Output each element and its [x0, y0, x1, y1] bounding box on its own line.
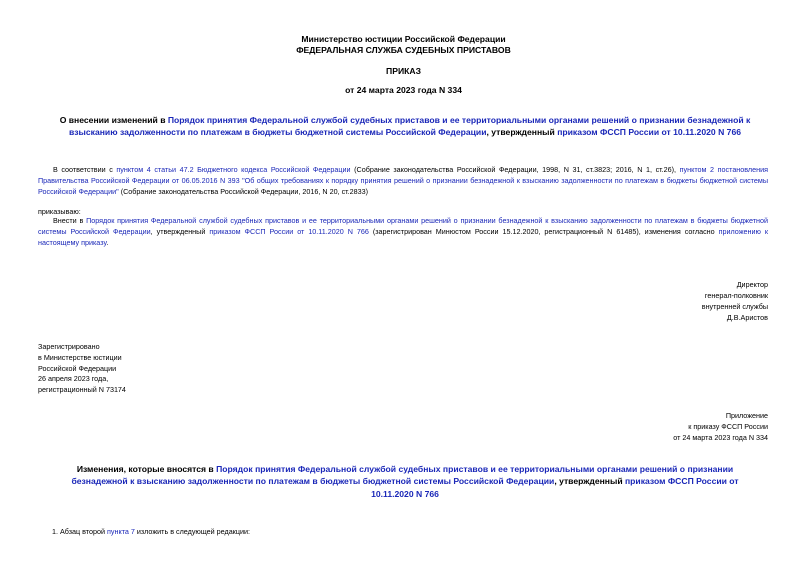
- item1-order-766-link[interactable]: приказом ФССП России от 10.11.2020 N 766: [209, 226, 369, 236]
- amendment-1-prefix: 1. Абзац второй: [52, 527, 108, 536]
- order-title-middle: , утвержденный: [486, 127, 558, 138]
- registration-line-2: в Министерстве юстиции: [38, 352, 122, 362]
- changes-title-middle: , утвержденный: [554, 476, 625, 487]
- registration-line-3: Российской Федерации: [38, 363, 117, 373]
- header-service: ФЕДЕРАЛЬНАЯ СЛУЖБА СУДЕБНЫХ ПРИСТАВОВ: [296, 45, 511, 55]
- order-766-link[interactable]: приказом ФССП России от 10.11.2020 N 766: [557, 127, 741, 138]
- appendix-order-ref: к приказу ФССП России: [688, 421, 768, 431]
- decree-word: приказываю:: [38, 207, 81, 216]
- appendix-block: [560, 411, 768, 443]
- item1-paragraph: [38, 216, 768, 248]
- signature-service: внутренней службы: [701, 302, 768, 312]
- item1-middle: , утвержденный: [150, 226, 210, 236]
- header-ministry: Министерство юстиции Российской Федерации: [301, 34, 506, 44]
- changes-order-766-link[interactable]: приказом ФССП России от 10.11.2020 N 766: [371, 476, 739, 499]
- order-label: ПРИКАЗ: [386, 66, 421, 76]
- item1-suffix: .: [106, 237, 109, 247]
- budget-code-link[interactable]: пунктом 4 статьи 47.2 Бюджетного кодекса Российской Федерации: [116, 165, 351, 174]
- amendment-1-suffix: изложить в следующей редакции:: [134, 527, 250, 536]
- signature-block: [600, 279, 768, 324]
- item1-text: (зарегистрирован Минюстом России 15.12.2020, регистрационный N 61485), изменения согласно: [368, 226, 719, 236]
- registration-number: регистрационный N 73174: [38, 385, 126, 395]
- item1-prefix: Внести в: [53, 216, 87, 225]
- changes-title: [55, 463, 755, 500]
- basis-text-2: (Собрание законодательства Российской Федерации, 2016, N 20, ст.2833): [118, 186, 369, 196]
- amendment-item-1: [52, 527, 250, 538]
- order-title: [45, 114, 765, 139]
- basis-prefix: В соответствии с: [53, 165, 117, 174]
- appendix-label: Приложение: [725, 411, 768, 420]
- order-title-prefix: О внесении изменений в: [59, 115, 168, 125]
- procedure-link[interactable]: Порядок принятия Федеральной службой судебных приставов и ее территориальными органами решений о признании безнадежной к взысканию задолженности по платежам в бюджеты бюджетной системы Российской Федерации: [68, 115, 751, 138]
- appendix-date: от 24 марта 2023 года N 334: [673, 432, 768, 442]
- signature-position: Директор: [736, 280, 768, 289]
- government-resolution-link[interactable]: пунктом 2 постановления Правительства Российской Федерации от 06.05.2016 N 393 "Об общих требованиях к порядку принятия решений о признании безнадежной к взысканию задолженности по платежам в бюджеты бюджетной системы Российской Федерации": [38, 165, 768, 196]
- changes-title-prefix: Изменения, которые вносятся в: [76, 464, 217, 474]
- registration-date: 26 апреля 2023 года,: [38, 374, 109, 384]
- changes-procedure-link[interactable]: Порядок принятия Федеральной службой судебных приставов и ее территориальными органами решений о признании безнадежной к взысканию задолженности по платежам в бюджеты бюджетной системы Российской Федерации: [71, 464, 734, 487]
- registration-line-1: Зарегистрировано: [38, 342, 100, 351]
- order-date: от 24 марта 2023 года N 334: [345, 85, 462, 95]
- registration-block: [38, 342, 238, 396]
- appendix-link[interactable]: приложению к настоящему приказу: [38, 226, 769, 247]
- signature-rank: генерал-полковник: [704, 291, 768, 301]
- item1-procedure-link[interactable]: Порядок принятия Федеральной службой судебных приставов и ее территориальными органами решений о признании безнадежной к взысканию задолженности по платежам в бюджеты бюджетной системы Российской Федерации: [38, 216, 768, 236]
- basis-text-1: (Собрание законодательства Российской Федерации, 1998, N 31, ст.3823; 2016, N 1, ст.26),: [350, 165, 680, 174]
- basis-paragraph: [38, 165, 768, 197]
- signature-name: Д.В.Аристов: [726, 313, 768, 323]
- item-7-link[interactable]: пункта 7: [107, 527, 135, 536]
